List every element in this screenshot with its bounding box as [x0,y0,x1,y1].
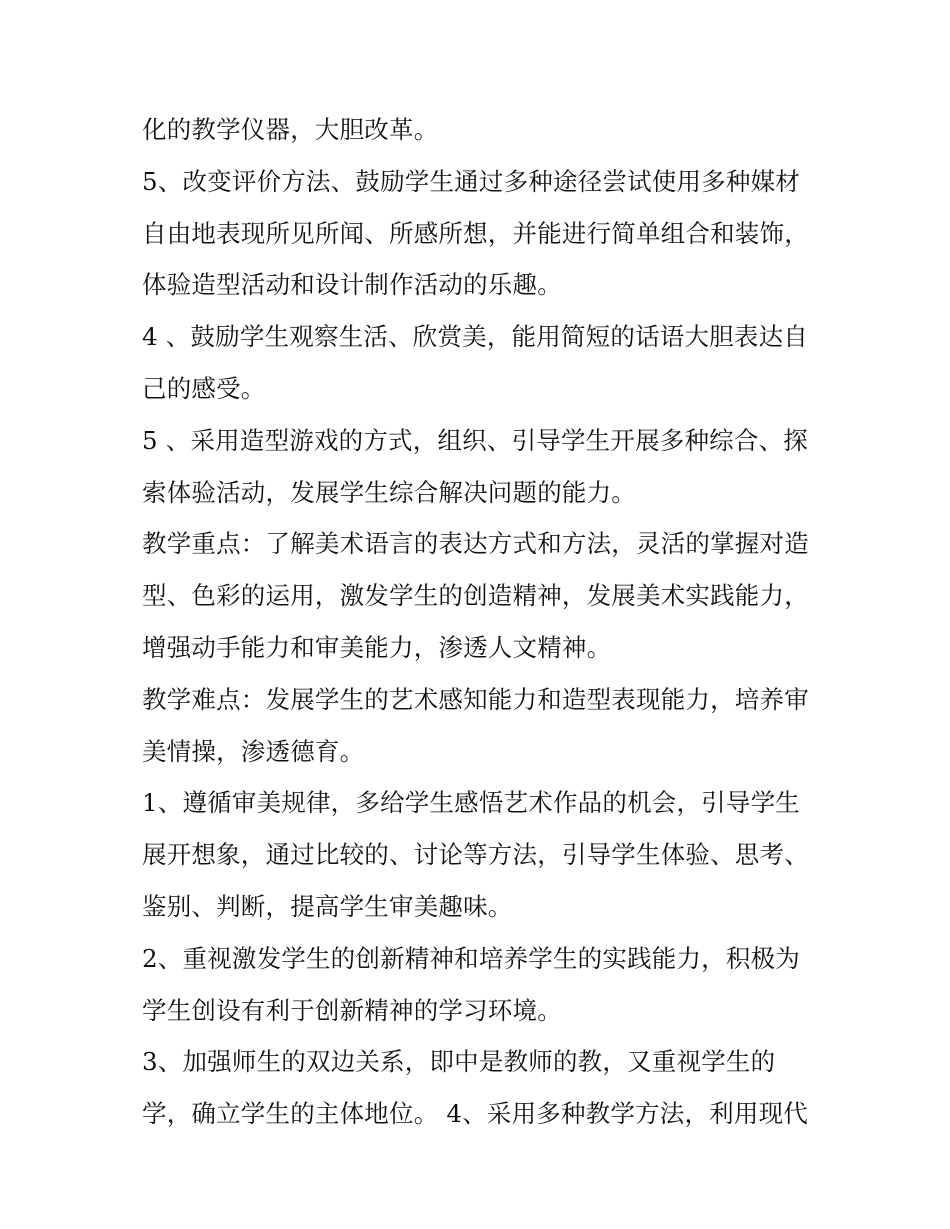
text-line: 索体验活动，发展学生综合解决问题的能力。 [142,477,636,507]
text-line: 展开想象，通过比较的、讨论等方法，引导学生体验、思考、 [142,840,809,870]
text-line: 教学重点：了解美术语言的表达方式和方法，灵活的掌握对造 [142,529,809,559]
text-line: 鉴别、判断，提高学生审美趣味。 [142,891,513,921]
text-line: 学，确立学生的主体地位。 4、采用多种教学方法，利用现代 [142,1099,808,1129]
text-line: 3、加强师生的双边关系，即中是教师的教，又重视学生的 [142,1047,776,1077]
document-body [142,104,832,1140]
text-line: 2、重视激发学生的创新精神和培养学生的实践能力，积极为 [142,943,800,973]
text-line: 1、遵循审美规律，多给学生感悟艺术作品的机会，引导学生 [142,788,800,818]
text-line: 增强动手能力和审美能力，渗透人文精神。 [142,632,612,662]
text-line: 5、改变评价方法、鼓励学生通过多种途径尝试使用多种媒材 [142,166,800,196]
text-line: 型、色彩的运用，激发学生的创造精神，发展美术实践能力， [142,581,809,611]
text-line: 化的教学仪器，大胆改革。 [142,115,439,144]
text-line: 美情操，渗透德育。 [142,736,365,766]
text-line: 4 、鼓励学生观察生活、欣赏美，能用简短的话语大胆表达自 [142,322,808,352]
text-line: 教学难点：发展学生的艺术感知能力和造型表现能力，培养审 [142,684,809,714]
text-line: 自由地表现所见所闻、所感所想，并能进行简单组合和装饰， [142,218,809,248]
text-line: 己的感受。 [142,373,266,403]
text-line: 体验造型活动和设计制作活动的乐趣。 [142,270,562,300]
text-line: 5 、采用造型游戏的方式，组织、引导学生开展多种综合、探 [142,425,808,455]
text-line: 学生创设有利于创新精神的学习环境。 [142,995,562,1025]
